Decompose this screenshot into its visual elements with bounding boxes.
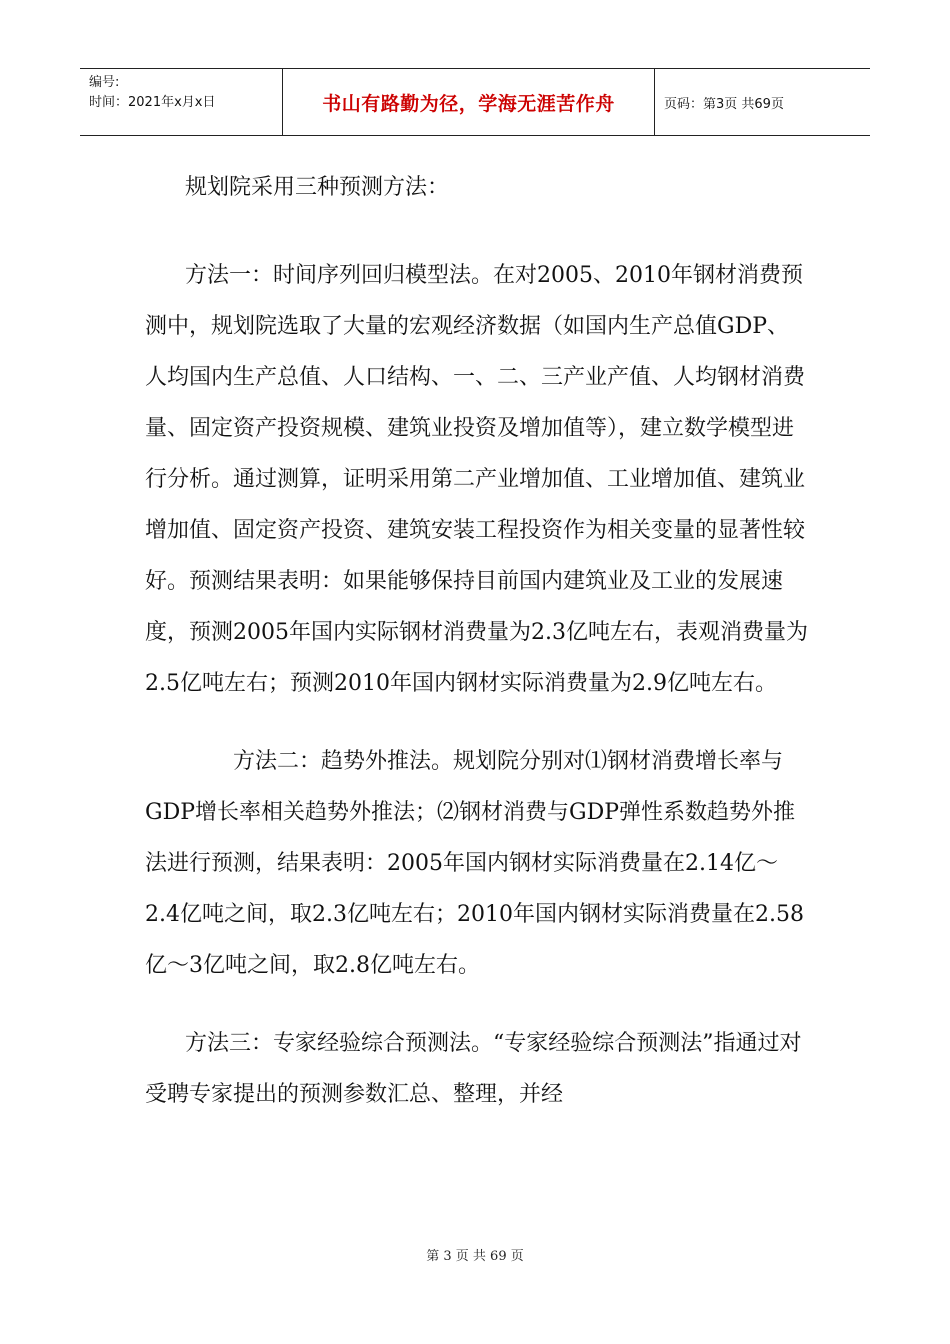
document-body [145, 162, 810, 1120]
body-paragraph-intro: 规划院采用三种预测方法： [185, 175, 450, 200]
body-paragraph-method-three: 方法三：专家经验综合预测法。“专家经验综合预测法”指通过对受聘专家提出的预测参数汇总、整理，并经 [145, 1031, 802, 1107]
page-header [80, 68, 870, 136]
header-motto-cell [282, 69, 655, 135]
page-footer: 第 3 页 共 69 页 [426, 1249, 524, 1264]
document-number-label: 编号: [89, 75, 120, 90]
header-page-info: 页码：第3页 共69页 [664, 96, 784, 112]
body-paragraph-method-two: 方法二：趋势外推法。规划院分别对⑴钢材消费增长率与GDP增长率相关趋势外推法；⑵钢材消费与GDP弹性系数趋势外推法进行预测，结果表明：2005年国内钢材实际消费量在2.14亿～2.4亿吨之间，取2.3亿吨左右；2010年国内钢材实际消费量在2.58亿～3亿吨之间，取2.8亿吨左右。 [145, 749, 804, 978]
body-paragraph-method-one: 方法一：时间序列回归模型法。在对2005、2010年钢材消费预测中，规划院选取了大量的宏观经济数据（如国内生产总值GDP、人均国内生产总值、人口结构、一、二、三产业产值、人均钢材消费量、固定资产投资规模、建筑业投资及增加值等），建立数学模型进行分析。通过测算，证明采用第二产业增加值、工业增加值、建筑业增加值、固定资产投资、建筑安装工程投资作为相关变量的显著性较好。预测结果表明：如果能够保持目前国内建筑业及工业的发展速度，预测2005年国内实际钢材消费量为2.3亿吨左右，表观消费量为2.5亿吨左右；预测2010年国内钢材实际消费量为2.9亿吨左右。 [145, 263, 808, 696]
document-time-label: 时间：2021年x月x日 [89, 95, 216, 110]
header-meta [80, 69, 282, 135]
header-motto: 书山有路勤为径，学海无涯苦作舟 [322, 92, 615, 115]
